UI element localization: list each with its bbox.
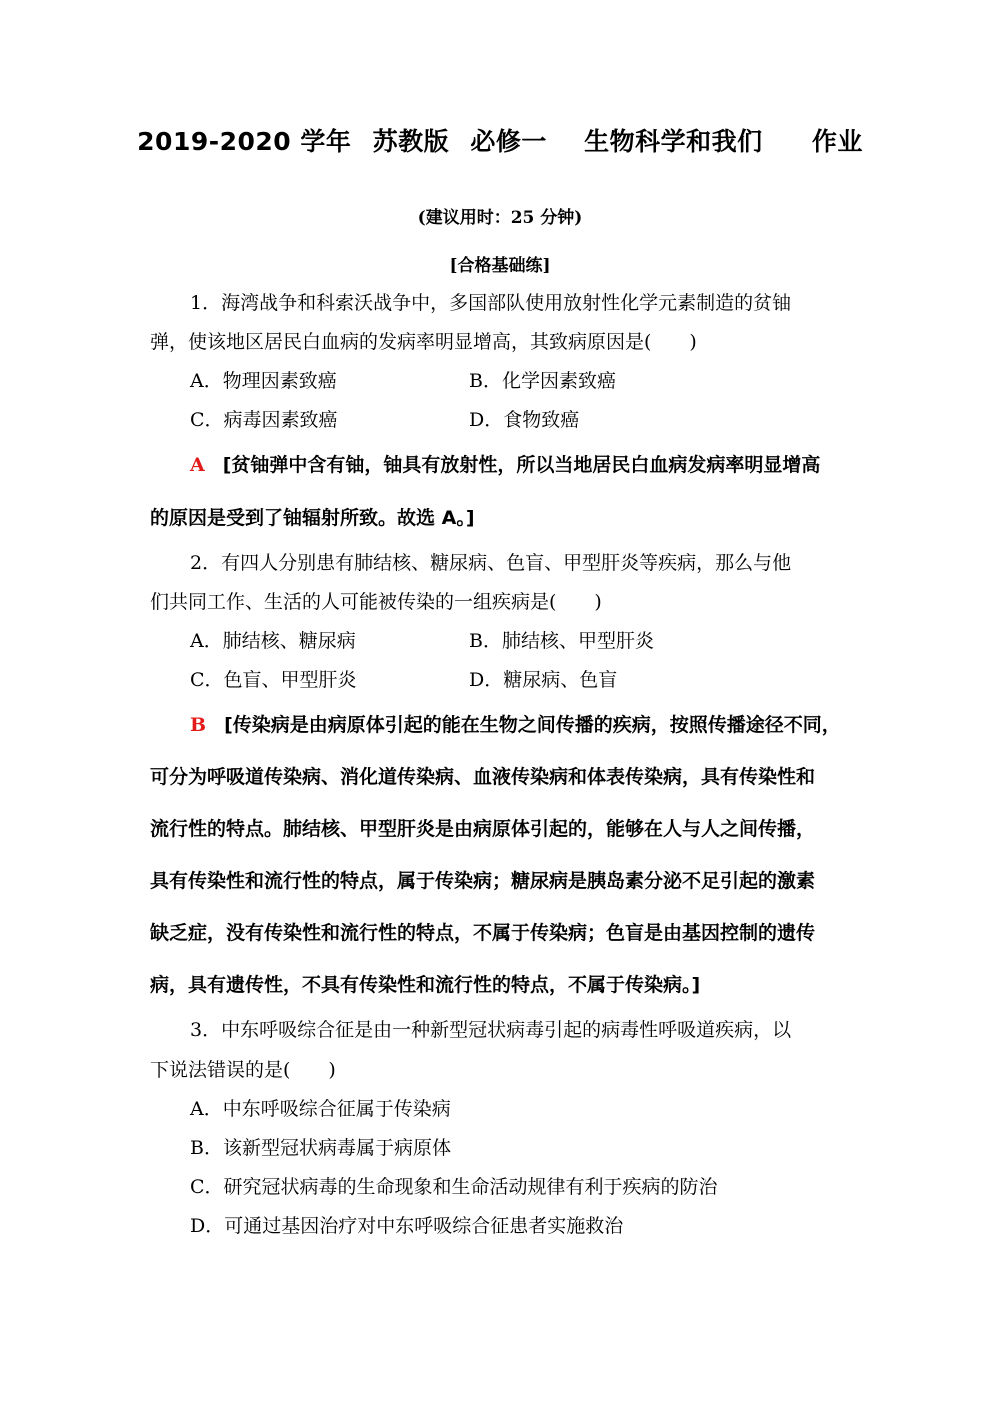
q1-option-a: A．物理因素致癌 <box>190 370 337 392</box>
q2-option-c: C．色盲、甲型肝炎 <box>190 669 357 691</box>
q1-explanation-line1: [贫铀弹中含有铀，铀具有放射性，所以当地居民白血病发病率明显增高 <box>222 454 821 476</box>
q1-option-b: B．化学因素致癌 <box>469 370 616 392</box>
q3-option-c: C．研究冠状病毒的生命现象和生命活动规律有利于疾病的防治 <box>190 1176 718 1198</box>
section-heading: [合格基础练] <box>449 256 551 276</box>
q2-explanation-line5: 缺乏症，没有传染性和流行性的特点，不属于传染病；色盲是由基因控制的遗传 <box>150 922 816 944</box>
q1-answer-letter: A <box>190 454 205 476</box>
q2-option-d: D．糖尿病、色盲 <box>469 669 618 691</box>
q2-option-a: A．肺结核、糖尿病 <box>190 630 356 652</box>
q3-option-b: B．该新型冠状病毒属于病原体 <box>190 1137 451 1159</box>
title-chapter: 生物科学和我们 <box>584 127 763 156</box>
title-volume: 必修一 <box>470 127 547 156</box>
q2-explanation-line2: 可分为呼吸道传染病、消化道传染病、血液传染病和体表传染病，具有传染性和 <box>150 766 816 788</box>
q2-answer-letter: B <box>190 714 207 736</box>
time-hint: (建议用时：25 分钟) <box>417 208 583 228</box>
q1-answer-line1 <box>190 450 820 477</box>
q3-option-d: D．可通过基因治疗对中东呼吸综合征患者实施救治 <box>190 1215 624 1237</box>
q1-option-d: D．食物致癌 <box>469 409 580 431</box>
title-type: 作业 <box>811 127 863 156</box>
title-year: 2019-2020 学年 <box>137 127 352 156</box>
q1-stem-line1: 1．海湾战争和科索沃战争中，多国部队使用放射性化学元素制造的贫铀 <box>190 292 792 314</box>
q3-option-a: A．中东呼吸综合征属于传染病 <box>190 1098 451 1120</box>
q2-option-b: B．肺结核、甲型肝炎 <box>469 630 654 652</box>
q2-explanation-line4: 具有传染性和流行性的特点，属于传染病；糖尿病是胰岛素分泌不足引起的激素 <box>150 870 816 892</box>
page-title <box>0 122 1000 158</box>
q2-stem-line1: 2．有四人分别患有肺结核、糖尿病、色盲、甲型肝炎等疾病，那么与他 <box>190 552 792 574</box>
q1-stem-line2: 弹，使该地区居民白血病的发病率明显增高，其致病原因是( ) <box>150 331 697 353</box>
q1-explanation-line2: 的原因是受到了铀辐射所致。故选 A。] <box>150 507 475 529</box>
q2-explanation-line3: 流行性的特点。肺结核、甲型肝炎是由病原体引起的，能够在人与人之间传播， <box>150 818 816 840</box>
q2-explanation-line1: [传染病是由病原体引起的能在生物之间传播的疾病，按照传播途径不同， <box>224 714 841 736</box>
title-publisher: 苏教版 <box>372 127 450 156</box>
q2-explanation-line6: 病，具有遗传性，不具有传染性和流行性的特点，不属于传染病。] <box>150 974 701 996</box>
q2-answer-line1 <box>190 710 841 737</box>
q2-stem-line2: 们共同工作、生活的人可能被传染的一组疾病是( ) <box>150 591 602 613</box>
q1-option-c: C．病毒因素致癌 <box>190 409 338 431</box>
q3-stem-line1: 3．中东呼吸综合征是由一种新型冠状病毒引起的病毒性呼吸道疾病，以 <box>190 1019 792 1041</box>
q3-stem-line2: 下说法错误的是( ) <box>150 1059 336 1081</box>
